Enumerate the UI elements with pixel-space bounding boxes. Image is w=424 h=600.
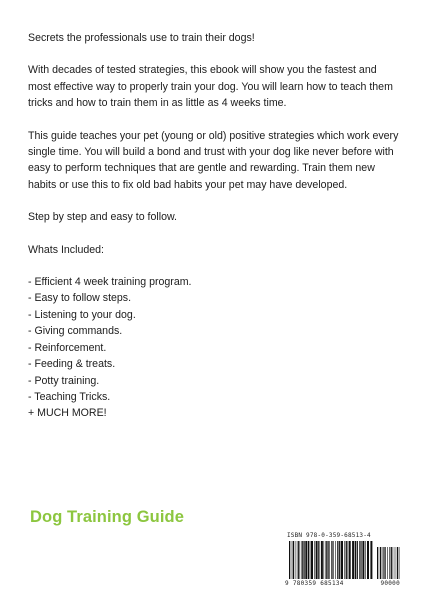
barcode-bar [305,541,307,579]
barcode-bar [324,541,325,579]
barcode-bar [359,541,360,579]
barcode-bar [289,541,290,579]
barcode-bar [311,541,313,579]
list-item: + MUCH MORE! [28,407,107,420]
barcode-bar [387,547,388,579]
barcode-bar [389,547,390,579]
barcode-bar [308,541,309,579]
barcode-bar [298,541,299,579]
barcode-bar [326,541,327,579]
list-item: - Giving commands. [28,325,123,338]
list-item: - Efficient 4 week training program. [28,276,192,289]
barcode-bar [355,541,356,579]
barcode-bar [365,541,366,579]
included-list [28,274,400,422]
barcode-bar [314,541,315,579]
list-item: - Feeding & treats. [28,358,116,371]
cover-text [28,30,400,422]
barcode-bar [357,541,358,579]
barcode-bar [370,541,372,579]
barcode-bar [292,541,293,579]
intro-line: Secrets the professionals use to train their dogs! [28,32,255,44]
barcode-bars [285,541,402,581]
ean-digits: 9 780359 685134 [285,580,344,587]
description-paragraph: With decades of tested strategies, this ebook will show you the fastest and most effective way to properly train your dog. You will learn how to teach them tricks and how to train them in as little as 4 weeks time. [28,64,393,110]
isbn-number: ISBN 978-0-359-68513-4 [287,532,371,539]
isbn-barcode [285,529,402,589]
barcode-bar [339,541,340,579]
barcode-bar [399,547,400,579]
barcode-bar [293,541,294,579]
list-item: - Easy to follow steps. [28,292,132,305]
list-item: - Potty training. [28,374,100,387]
barcode-bar [321,541,323,579]
barcode-bar [377,547,378,579]
barcode-bar [393,547,394,579]
barcode-bar [382,547,383,579]
barcode-bar [337,541,338,579]
barcode-bar [341,541,343,579]
barcode-bar [397,547,398,579]
list-item: - Listening to your dog. [28,308,136,321]
barcode-bar [380,547,381,579]
isbn-label [287,532,400,539]
barcode-bar [335,541,336,579]
barcode-bar [302,541,303,579]
addon-digits: 90000 [380,580,400,587]
ean-digits-row [285,580,402,587]
barcode-bar [310,541,311,579]
barcode-bar [352,541,354,579]
barcode-bar [383,547,384,579]
barcode-bar [384,547,385,579]
barcode-bar [344,541,345,579]
barcode-bar [333,541,334,579]
barcode-bar [300,541,301,579]
barcode-bar [395,547,396,579]
barcode-bar [367,541,369,579]
barcode-bar [348,541,349,579]
barcode-bar [331,541,332,579]
barcode-bar [346,541,347,579]
included-heading: Whats Included: [28,243,104,256]
barcode-bar [349,541,351,579]
barcode-bar [327,541,328,579]
barcode-bar [303,541,304,579]
barcode-bar [316,541,318,579]
brand-title: Dog Training Guide [30,508,184,526]
list-item: - Reinforcement. [28,341,107,354]
barcode-bar [361,541,362,579]
barcode-bar [329,541,330,579]
description-paragraph: This guide teaches your pet (young or old) positive strategies which work every single time. You will build a bond and trust with your dog like never before with easy to perform techniques that are gentle and rewarding. Train them new habits or use this to fix old bad habits your pet may have developed. [28,129,399,191]
barcode-bar [296,541,297,579]
barcode-bar [362,541,364,579]
barcode-bar [318,541,319,579]
barcode-bar [391,547,392,579]
description-paragraph: Step by step and easy to follow. [28,211,177,224]
list-item: - Teaching Tricks. [28,390,111,403]
